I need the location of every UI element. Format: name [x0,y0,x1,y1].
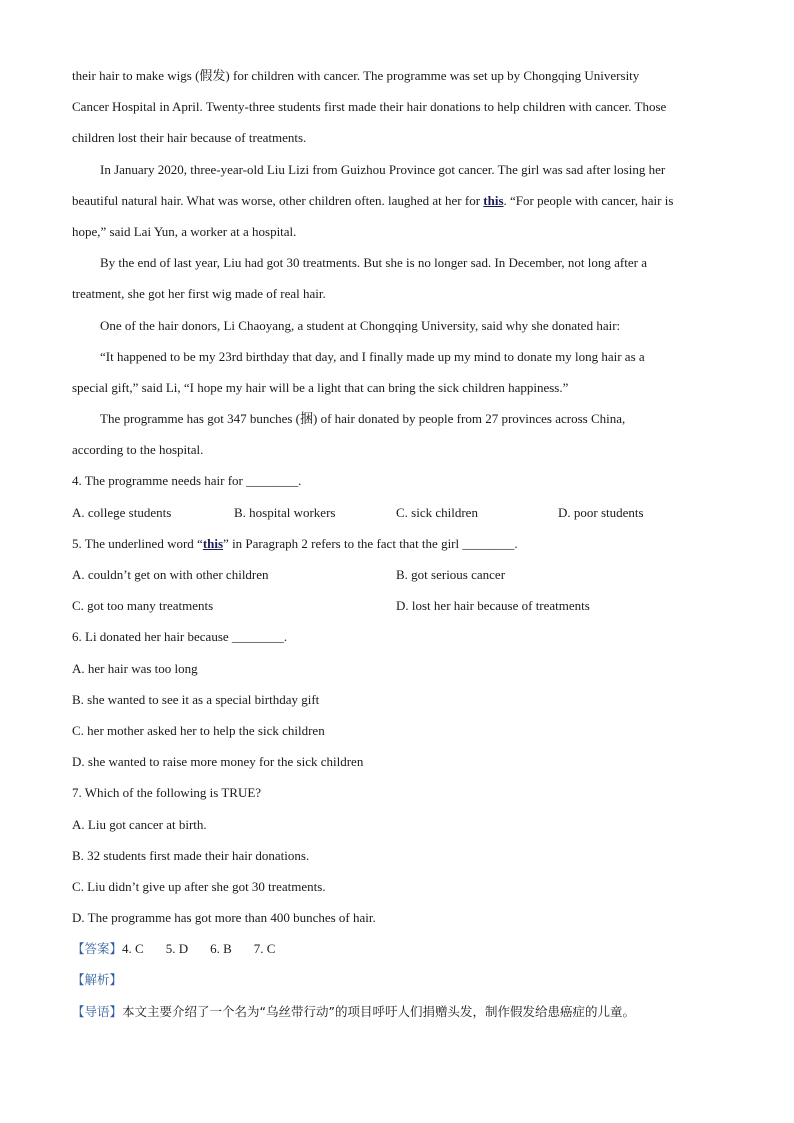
answer-item: 5. D [165,941,189,957]
passage-line: hope,” said Lai Yun, a worker at a hospital. [72,223,297,239]
passage-line: The programme has got 347 bunches (捆) of hair donated by people from 27 provinces across China, [100,411,626,427]
passage-line: “It happened to be my 23rd birthday that day, and I finally made up my mind to donate my long hair as a [100,348,645,364]
option-a: A. couldn’t get on with other children [72,567,269,582]
guide-line [72,999,722,1030]
answer-item: 6. B [210,941,232,957]
option-d: D. lost her hair because of treatments [396,598,590,614]
passage-line: One of the hair donors, Li Chaoyang, a student at Chongqing University, said why she donated hair: [100,317,621,333]
underlined-word: this [483,192,504,208]
option-b: B. 32 students first made their hair donations. [72,847,310,863]
question-text: ” in Paragraph 2 refers to the fact that the girl ________. [223,535,518,551]
document-content [72,63,722,1030]
answer-item: 7. C [253,941,276,957]
passage-line: treatment, she got her first wig made of real hair. [72,286,326,302]
answer-line [72,936,722,967]
option-a: A. Liu got cancer at birth. [72,816,207,832]
option-b: B. hospital workers [234,504,336,520]
option-b: B. she wanted to see it as a special birthday gift [72,691,320,707]
passage-line: children lost their hair because of treatments. [72,130,307,146]
question-5-options [72,593,722,624]
question-6-stem: 6. Li donated her hair because ________. [72,629,288,645]
option-a: A. her hair was too long [72,660,198,676]
option-c: C. sick children [396,504,478,520]
question-4-options [72,500,722,531]
guide-text: 本文主要介绍了一个名为“乌丝带行动”的项目呼吁人们捐赠头发，制作假发给患癌症的儿童。 [122,1003,635,1019]
question-text: 5. The underlined word “ [72,535,203,551]
passage-text: beautiful natural hair. What was worse, other children often. laughed at her for [72,192,484,208]
option-c: C. Liu didn’t give up after she got 30 treatments. [72,878,326,894]
passage-line [72,188,722,219]
passage-line: their hair to make wigs (假发) for children with cancer. The programme was set up by Chongqing University [72,68,640,83]
option-a: A. college students [72,504,172,520]
passage-line: according to the hospital. [72,442,204,458]
answer-tag: 【答案】 [72,941,123,957]
analysis-tag: 【解析】 [72,972,123,988]
passage-line: In January 2020, three-year-old Liu Lizi from Guizhou Province got cancer. The girl was sad after losing her [100,161,666,177]
option-b: B. got serious cancer [396,567,506,582]
option-d: D. she wanted to raise more money for the sick children [72,754,364,770]
option-d: D. poor students [558,504,644,520]
answer-item: 4. C [122,941,144,957]
guide-tag: 【导语】 [72,1003,123,1019]
option-c: C. her mother asked her to help the sick children [72,722,325,738]
analysis-line [72,967,722,998]
passage-line: Cancer Hospital in April. Twenty-three students first made their hair donations to help children with cancer. Those [72,99,667,115]
question-7-stem: 7. Which of the following is TRUE? [72,785,262,801]
question-5-stem [72,531,722,562]
option-c: C. got too many treatments [72,598,214,614]
option-d: D. The programme has got more than 400 bunches of hair. [72,910,376,926]
question-5-options [72,562,722,593]
passage-line: By the end of last year, Liu had got 30 treatments. But she is no longer sad. In December, not long after a [100,255,647,271]
passage-line: special gift,” said Li, “I hope my hair will be a light that can bring the sick children happiness.” [72,379,569,395]
underlined-word: this [202,535,224,551]
passage-text: . “For people with cancer, hair is [503,192,674,208]
question-4-stem: 4. The programme needs hair for ________. [72,473,302,489]
